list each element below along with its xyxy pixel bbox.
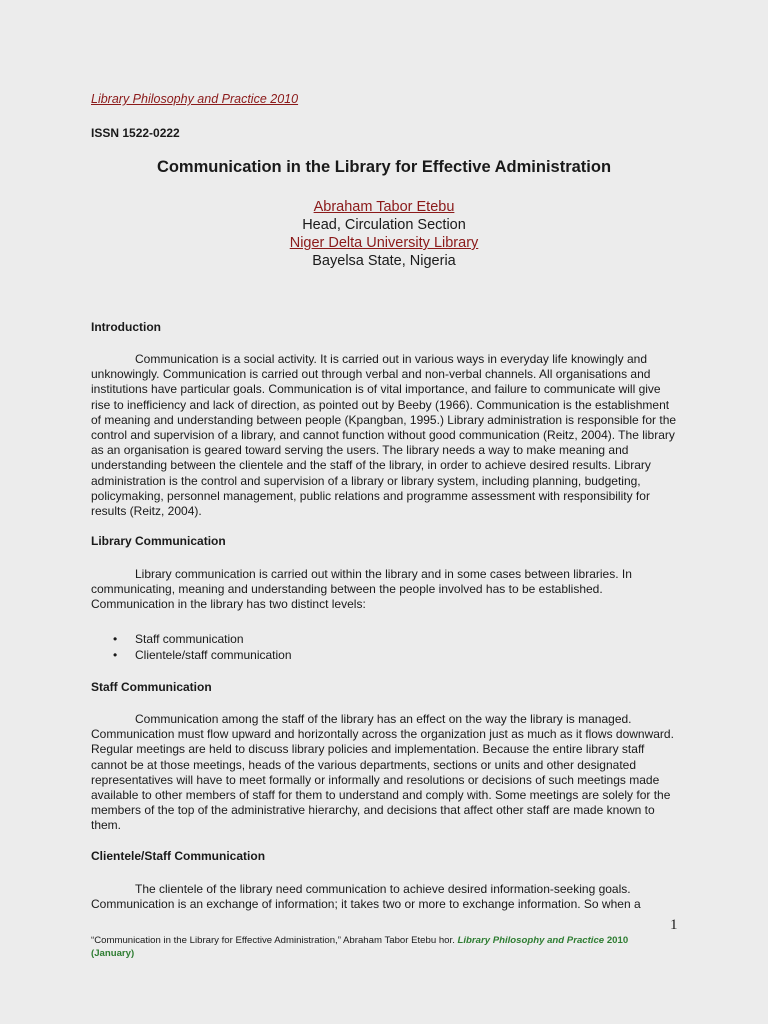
author-position: Head, Circulation Section	[302, 217, 466, 233]
journal-link[interactable]: Library Philosophy and Practice 2010	[91, 92, 299, 106]
author-name-link[interactable]: Abraham Tabor Etebu	[313, 199, 455, 215]
list-item: • Staff communication	[113, 632, 244, 646]
library-communication-paragraph: Library communication is carried out within the library and in some cases between libraries. In communicating, meaning and understanding between the people involved has to be established. Communication in the library has two distinct levels:	[91, 567, 632, 612]
author-block	[0, 198, 768, 270]
clientele-communication-paragraph: The clientele of the library need communication to achieve desired information-seeking goals. Communication is an exchange of information; it takes two or more to exchange information. So when a	[91, 882, 641, 912]
communication-levels-list	[91, 631, 292, 663]
footer-issue: (January)	[91, 948, 135, 959]
staff-communication-heading: Staff Communication	[91, 680, 212, 694]
article-title: Communication in the Library for Effective Administration	[156, 158, 612, 176]
bullet-icon: •	[113, 632, 118, 646]
author-affiliation-link[interactable]: Niger Delta University Library	[289, 235, 479, 251]
clientele-communication-heading: Clientele/Staff Communication	[91, 849, 266, 863]
author-location: Bayelsa State, Nigeria	[312, 253, 456, 269]
list-item: • Clientele/staff communication	[113, 648, 292, 662]
footer-citation: “Communication in the Library for Effective Administration,” Abraham Tabor Etebu hor. Library Philosophy and Practice 2010 (January)	[91, 935, 629, 959]
introduction-heading: Introduction	[91, 320, 161, 334]
introduction-paragraph: Communication is a social activity. It is carried out in various ways in everyday life knowingly and unknowingly. Communication is carried out through verbal and non-verbal channels. All organisations and institutions have particular goals. Communication is of vital importance, and failure to communicate will give rise to inefficiency and lack of direction, as pointed out by Beeby (1966). Communication is the establishment of meaning and understanding between people (Kpangban, 1995.) Library administration is responsible for the control and supervision of a library, and cannot function without good communication (Reitz, 2004). The library as an organisation is geared toward serving the users. The library needs a way to make meaning and understanding between the clientele and the staff of the library, in order to achieve desired results. Library administration is the control and supervision of a library or library system, including planning, budgeting, policymaking, personnel management, public relations and programme assessment with responsibility for results (Reitz, 2004).	[91, 352, 677, 519]
page-number: 1	[670, 917, 678, 933]
library-communication-heading: Library Communication	[91, 534, 226, 548]
footer-journal: Library Philosophy and Practice	[457, 935, 605, 946]
issn-label: ISSN 1522-0222	[91, 126, 180, 140]
staff-communication-paragraph: Communication among the staff of the library has an effect on the way the library is managed. Communication must flow upward and horizontally across the organization just as much as it flows downward. Regular meetings are held to discuss library policies and implementation. Because the entire library staff cannot be at those meetings, heads of the various departments, sections or units and other designated representatives will have to meet formally or informally and resolutions or decisions of such meetings made available to other members of staff for them to understand and comply with. Some meetings are solely for the members of the top of the administrative hierarchy, and decisions that affect other staff are made known to them.	[91, 712, 674, 833]
bullet-icon: •	[113, 648, 118, 662]
footer-year: 2010	[606, 935, 629, 946]
